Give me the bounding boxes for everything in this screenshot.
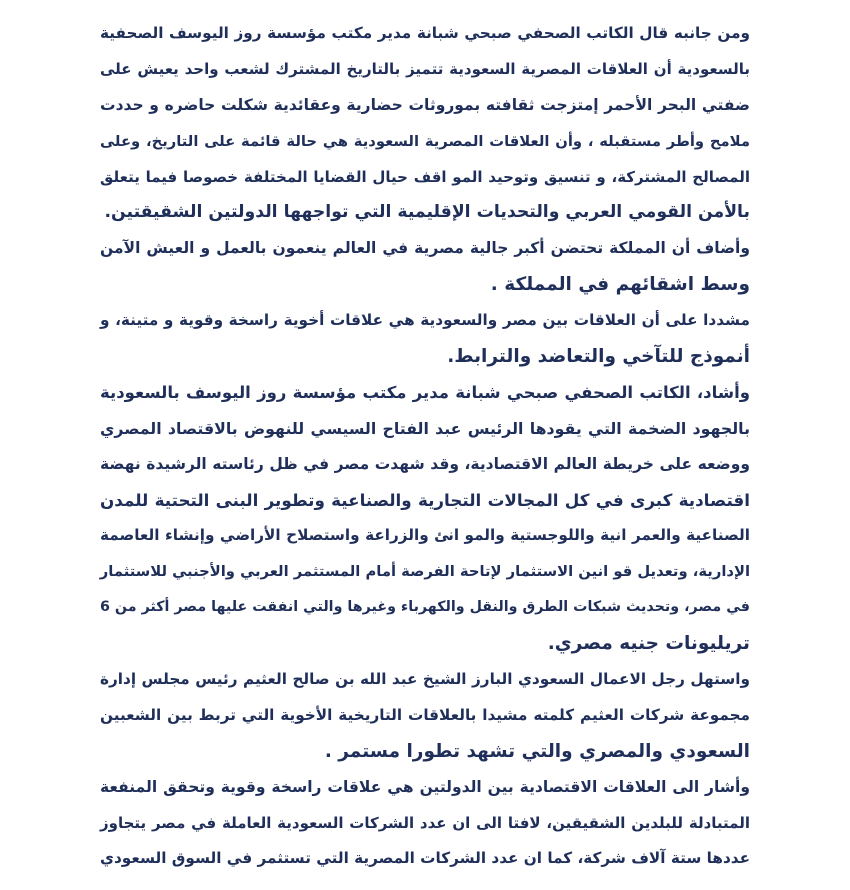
- text-line: الإدارية، وتعديل قو انين الاستثمار لإتاحة الفرصة أمام المستثمر العربي والأجنبي للاستثمار: [99, 563, 750, 581]
- text-line: السعودي والمصري والتي تشهد تطورا مستمر .: [324, 740, 750, 762]
- text-line: وسط اشقائهم في المملكة .: [490, 274, 750, 296]
- text-line: المتبادلة للبلدين الشقيقين، لافتا الى ان عدد الشركات السعودية العاملة في مصر يتجاوز: [100, 813, 750, 832]
- text-line: في مصر، وتحديث شبكات الطرق والنقل والكهرباء وغيرها والتي انفقت عليها مصر أكثر من 6: [100, 599, 750, 616]
- text-line: تريليونات جنيه مصري.: [547, 633, 750, 655]
- text-line: بالجهود الضخمة التي يقودها الرئيس عبد الفتاح السيسي للنهوض بالاقتصاد المصري: [100, 418, 750, 438]
- text-line: ووضعه على خريطة العالم الاقتصادية، وقد شهدت مصر في ظل رئاسته الرشيدة نهضة: [100, 454, 750, 473]
- text-line: أنموذج للتآخي والتعاضد والترابط.: [447, 346, 750, 368]
- text-line: مجموعة شركات العثيم كلمته مشيدا بالعلاقات التاريخية الأخوية التي تربط بين الشعبين: [100, 705, 750, 724]
- text-line: بالسعودية أن العلاقات المصرية السعودية تتميز بالتاريخ المشترك لشعب واحد يعيش على: [100, 59, 750, 78]
- text-line: واستهل رجل الاعمال السعودي البارز الشيخ عبد الله بن صالح العثيم رئيس مجلس إدارة: [100, 670, 750, 689]
- text-line: المصالح المشتركة، و تنسيق وتوحيد المو اقف حيال القضايا المختلفة خصوصا فيما يتعلق: [100, 167, 750, 186]
- text-line: الصناعية والعمر انية واللوجستية والمو انئ والزراعة واستصلاح الأراضي وإنشاء العاصمة: [100, 526, 750, 545]
- text-line: وأضاف أن المملكة تحتضن أكبر جالية مصرية في العالم ينعمون بالعمل و العيش الآمن: [100, 239, 750, 258]
- text-line: اقتصادية كبرى في كل المجالات التجارية والصناعية وتطوير البنى التحتية للمدن: [100, 489, 750, 510]
- text-line: ضفتي البحر الأحمر إمتزجت ثقافته بموروثات حضارية وعقائدية شكلت حاضره و حددت: [100, 95, 750, 114]
- article-body: [100, 16, 750, 877]
- text-line: وأشاد، الكاتب الصحفي صبحي شبانة مدير مكتب مؤسسة روز اليوسف بالسعودية: [100, 382, 750, 402]
- text-line: ملامح وأطر مستقبله ، وأن العلاقات المصرية السعودية هي حالة قائمة على التاريخ، وعلى: [100, 132, 750, 150]
- text-line: عددها ستة آلاف شركة، كما ان عدد الشركات المصرية التي تستثمر في السوق السعودي: [100, 849, 750, 868]
- text-line: بالأمن القومي العربي والتحديات الإقليمية التي تواجهها الدولتين الشقيقتين.: [104, 202, 750, 223]
- text-line: مشددا على أن العلاقات بين مصر والسعودية هي علاقات أخوية راسخة وقوية و متينة، و: [100, 311, 750, 330]
- text-line: ومن جانبه قال الكاتب الصحفي صبحي شبانة مدير مكتب مؤسسة روز اليوسف الصحفية: [100, 24, 750, 42]
- text-line: وأشار الى العلاقات الاقتصادية بين الدولتين هي علاقات راسخة وقوية وتحقق المنفعة: [100, 777, 750, 796]
